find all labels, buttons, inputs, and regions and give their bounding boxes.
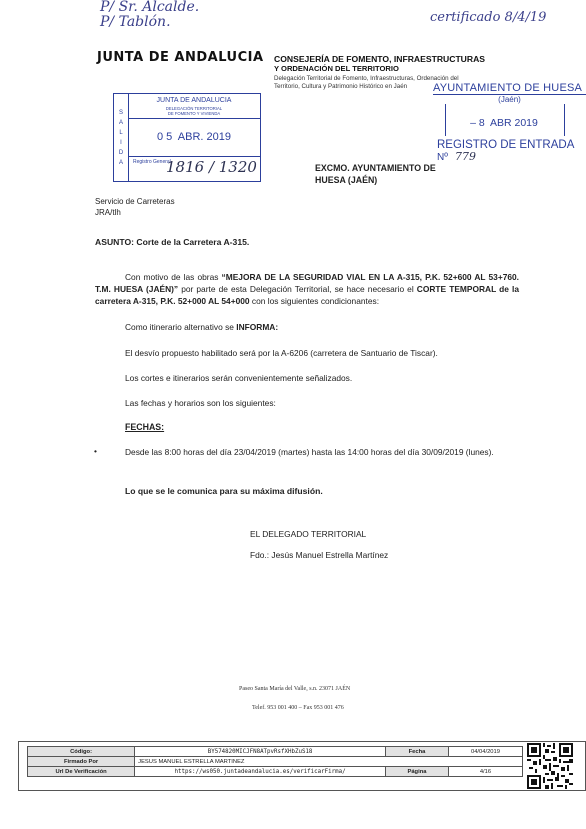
itinerario-informa: INFORMA:: [236, 322, 279, 332]
delegacion-line2: Territorio, Cultura y Patrimonio Histórico en Jaén: [274, 82, 408, 90]
handwritten-note-top-left: [100, 0, 199, 30]
handwritten-note-top-right: certificado 8/4/19: [430, 10, 547, 25]
salida-letter: A: [118, 120, 123, 126]
entrada-stamp-footer: REGISTRO DE ENTRADA: [437, 139, 575, 151]
verification-table: [27, 746, 523, 777]
salida-letter: I: [120, 140, 122, 146]
delegacion-line1: Delegación Territorial de Fomento, Infraestructuras, Ordenación del: [274, 75, 459, 82]
cortes-line: Los cortes e itinerarios serán convenientemente señalizados.: [125, 373, 353, 383]
handwritten-note-line2: P/ Tablón.: [100, 14, 171, 30]
codigo-label: Código:: [28, 747, 135, 757]
itinerario-line: [125, 322, 278, 334]
salida-registro-number: 1816 / 1320: [166, 158, 257, 176]
salida-letter: S: [118, 110, 123, 116]
fechas-bullet: •: [94, 446, 97, 456]
signature-name: Fdo.: Jesús Manuel Estrella Martínez: [250, 550, 389, 560]
salida-stamp-sub1: DELEGACIÓN TERRITORIAL: [165, 106, 223, 111]
sender-block: [95, 196, 175, 218]
url-label: Url De Verificación: [28, 767, 135, 777]
consejeria-line2: Y ORDENACIÓN DEL TERRITORIO: [274, 64, 399, 73]
entrada-number-label: Nº: [437, 152, 448, 163]
para1-corte: CORTE TEMPORAL de la carretera A-315, P.K. 52+000 AL 54+000: [95, 283, 519, 306]
entrada-number: 779: [455, 150, 476, 163]
verification-box: [18, 741, 586, 791]
salida-registro-label: Registro General: [133, 159, 171, 165]
entrada-stamp: [433, 82, 586, 163]
salida-stamp-divider-2: [128, 156, 260, 157]
table-row: [28, 757, 523, 767]
entrada-stamp-title: AYUNTAMIENTO DE HUESA: [433, 82, 586, 95]
salida-stamp-divider: [128, 118, 260, 119]
fecha-label: Fecha: [385, 747, 448, 757]
recipient-line2: HUESA (JAÉN): [315, 174, 378, 185]
url-value[interactable]: https://ws050.juntadeandalucia.es/verificarFirma/: [135, 767, 386, 777]
salida-stamp-date: 0 5 ABR. 2019: [157, 131, 231, 143]
recipient-line1: EXCMO. AYUNTAMIENTO DE: [315, 163, 436, 173]
table-row: [28, 747, 523, 757]
salida-stamp-title: JUNTA DE ANDALUCIA: [156, 97, 232, 104]
para1-end: con los siguientes condicionantes:: [249, 295, 380, 306]
salida-stamp-sub2: DE FOMENTO Y VIVIENDA: [167, 111, 221, 116]
salida-letter: A: [118, 160, 123, 166]
handwritten-note-line1: P/ Sr. Alcalde.: [100, 0, 200, 15]
salida-stamp: [113, 93, 261, 182]
footer-phone: Telef. 953 001 400 – Fax 953 001 476: [252, 705, 344, 711]
firmado-label: Firmado Por: [28, 757, 135, 767]
para1-middle: por parte de esta Delegación Territorial, se hace necesario el: [178, 283, 417, 294]
body-paragraph-1: [95, 272, 519, 307]
salida-stamp-letters: [114, 94, 128, 168]
fechas-intro-line: Las fechas y horarios son los siguientes:: [125, 398, 276, 408]
qr-code-icon: [527, 743, 573, 789]
fecha-value: 04/04/2019: [448, 747, 522, 757]
recipient-block: [315, 163, 436, 186]
table-row: [28, 767, 523, 777]
fechas-label: FECHAS:: [125, 422, 165, 432]
consejeria-line1: CONSEJERÍA DE FOMENTO, INFRAESTRUCTURAS: [274, 54, 486, 64]
asunto-label: ASUNTO:: [95, 237, 134, 247]
fechas-text: Desde las 8:00 horas del día 23/04/2019 (martes) hasta las 14:00 horas del día 30/09/2019 (lunes).: [125, 447, 494, 457]
junta-logo: JUNTA DE ANDALUCIA: [97, 50, 264, 65]
salida-letter: D: [118, 150, 124, 156]
entrada-stamp-date: – 8 ABR 2019: [470, 117, 538, 129]
para1-obra: “MEJORA DE LA SEGURIDAD VIAL EN LA A-315, P.K. 52+600 AL 53+760. T.M. HUESA (JAÉN)”: [95, 272, 520, 294]
itinerario-text: Como itinerario alternativo se: [125, 322, 237, 332]
signature-role: EL DELEGADO TERRITORIAL: [250, 529, 367, 539]
sender-line1: Servicio de Carreteras: [95, 197, 175, 206]
pagina-label: Página: [385, 767, 448, 777]
sender-line2: JRA/tlh: [95, 208, 121, 217]
codigo-value: BY574820MICJFN8ATpvRsfXHbZuS18: [135, 747, 386, 757]
footer-address: Paseo Santa María del Valle, s.n. 23071 JAÉN: [239, 686, 351, 692]
asunto-line: [95, 237, 249, 249]
salida-stamp-side: [114, 94, 129, 181]
pagina-value: 4/16: [448, 767, 522, 777]
desvio-line: El desvío propuesto habilitado será por la A-6206 (carretera de Santuario de Tiscar).: [125, 348, 438, 358]
difusion-line: Lo que se le comunica para su máxima difusión.: [125, 486, 323, 496]
salida-letter: L: [119, 130, 123, 136]
entrada-stamp-subtitle: (Jaén): [498, 95, 521, 104]
asunto-text: Corte de la Carretera A-315.: [136, 237, 250, 247]
para1-intro: Con motivo de las obras: [125, 272, 222, 282]
firmado-value: JESUS MANUEL ESTRELLA MARTINEZ: [135, 757, 523, 767]
